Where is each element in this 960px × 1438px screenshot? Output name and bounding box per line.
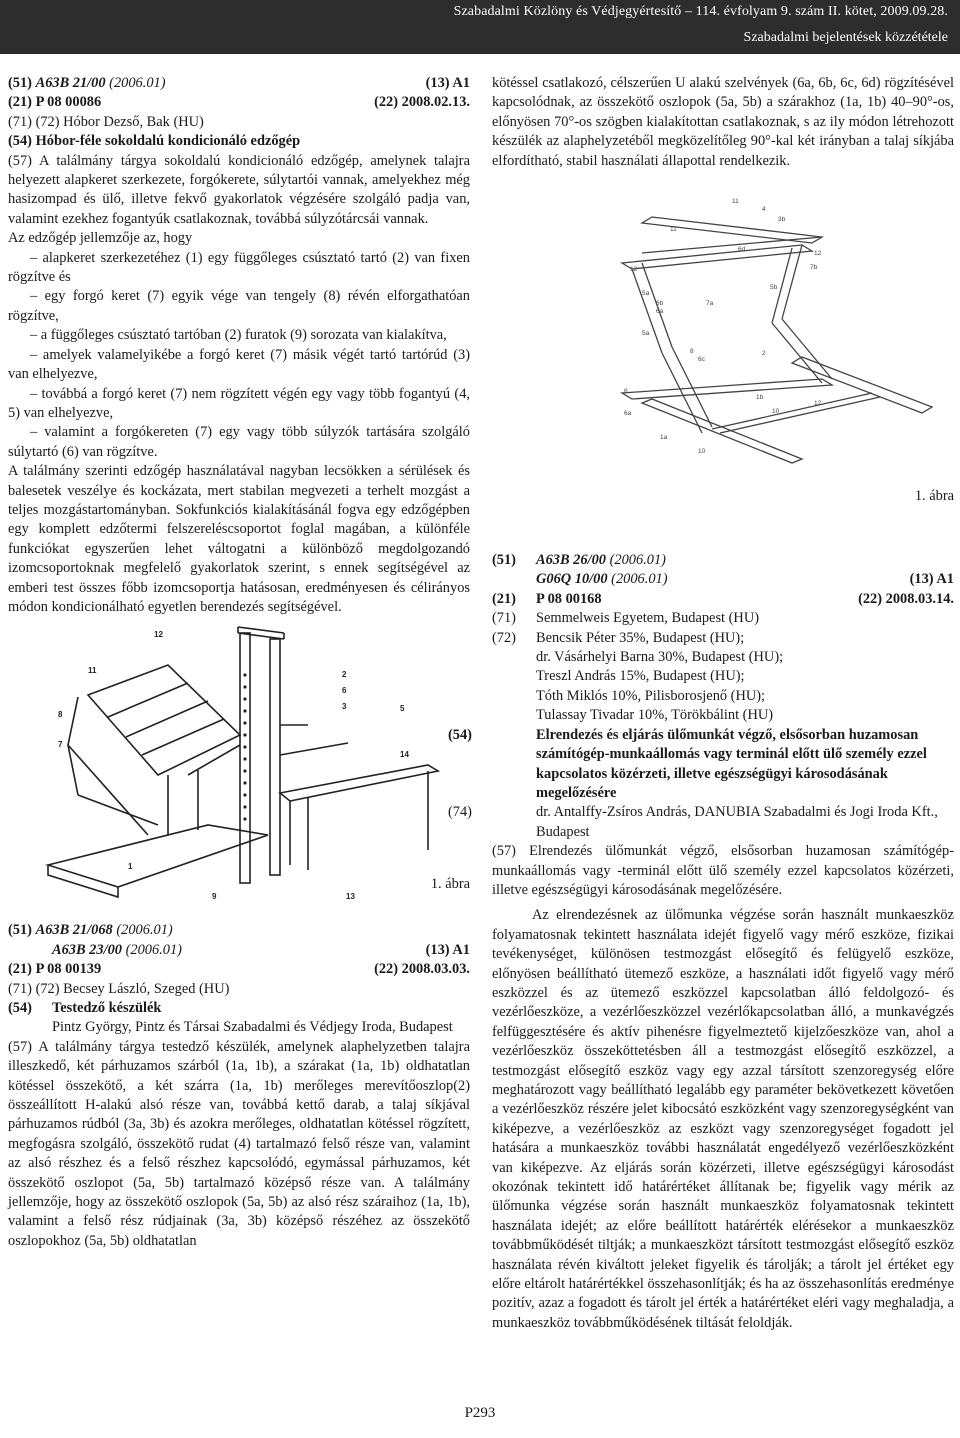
fig2-label-5a: 5a xyxy=(642,330,650,338)
entry1-figure xyxy=(8,625,470,917)
entry2-abstract: (57) A találmány tárgya testedző készülék, amelynek alaphelyzetben talajra illeszkedő, két párhuzamos szárból (1a, 1b), a szárakat (1a, 1b) oldhatatlan kötéssel összekötő, a két szárra (1a, 1b) merőleges merevítőoszlop(2) összeállított H-alakú alsó része van, továbbá kettő darab, a talaj síkjával párhuzamos rúdból (3a, 3b) és azokra merőleges, oldhatatlan kötéssel rögzített, megfogásra szolgáló, összekötő rudat (4) tartalmazó felső része van, valamint az alsó részhez és a felső részhez kapcsolódó, egymással párhuzamos, két összekötő oszlopot (5a, 5b) tartalmazó középső része van. A találmány jellemzője, hogy az összekötő oszlopok (5a, 5b) az alsó rész száraihoz (1a, 1b), valamint a felső rész rúdjainak (3a, 3b) középső részéhez az összekötő oszlopokhoz (5a, 5b) oldhatatlan xyxy=(8,1038,470,1249)
fig2-label-12c: 12 xyxy=(814,400,822,408)
entry3-code74: (74) xyxy=(448,804,472,821)
entry3-agent: dr. Antalffy-Zsíros András, DANUBIA Szabadalmi és Jogi Iroda Kft., Budapest xyxy=(536,804,938,840)
section-title: Szabadalmi bejelentések közzététele xyxy=(743,30,948,45)
entry2-code54: (54) xyxy=(8,1000,32,1016)
fig2-label-7a: 7a xyxy=(706,300,714,308)
entry3-code21: (21) xyxy=(492,590,516,607)
gym-machine-drawing xyxy=(8,625,470,917)
entry1-title: Hóbor-féle sokoldalú kondicionáló edzőgép xyxy=(35,133,301,150)
entry2-abstract-continued: kötéssel csatlakozó, célszerűen U alakú szelvények (6a, 6b, 6c, 6d) rögzítésével kapcsolódnak, az összekötő oszlopok (5a, 5b) a szárakhoz (1a, 1b) 40–90°-os, előnyösen 70°-os szögben kialakítottan csatlakoznak, s az ily módon létrehozott készülék az alaphelyzetéből megközelítőleg 90°-kal két irányban a talaj síkjába elfordítható, stabil használati állapottal rendelkezik. xyxy=(492,75,954,169)
entry3-ipc-row-1 xyxy=(492,551,954,570)
fig1-label-13: 13 xyxy=(346,892,355,902)
entry2-inventors: (71) (72) Becsey László, Szeged (HU) xyxy=(8,980,230,997)
fig2-label-1b: 1b xyxy=(756,394,764,402)
fig2-label-6a: 6a xyxy=(624,410,632,418)
entry1-code54: (54) xyxy=(8,133,32,150)
entry1-claim-2: – egy forgó keret (7) egyik vége van tengely (8) révén elforgathatóan rögzítve, xyxy=(8,288,470,324)
entry3-agent-row xyxy=(448,803,954,842)
fig1-label-7: 7 xyxy=(58,740,63,750)
entry3-body: Az elrendezésnek az ülőmunka végzése során használt munkaeszköz folyamatosnak tekintett használata idejét figyelő vagy mérő eszköze, fizikai tevékenységet, különösen testmozgást elősegítő és felügyelő eszköze, előnyösen beállítható ütemező eszköze, a használati időt figyelő vagy mérő eszközzel és az ütemező eszközzel kapcsolatban álló feldolgozó- és vezérlőeszköze, a vezérlőeszközzel vezérlőkapcsolatban álló, a munkavégzés felfüggesztésére és aktív pihenésre figyelmeztető kijelzőeszköze van, ahol a vezérlőeszköz összeköttetésben áll a testmozgást elősegítő eszközzel, a testmozgást elősegítő eszköz vagy egy azzal társított szenzoregység előre meghatározott vagy beállítható legalább egy paraméter bekövetkezett követően a vezérlőeszköz részére jelet kibocsátó eszközként vagy szenzoregységként van kiképezve, a vezérlőeszköz az eszközt vagy szenzoregységet fogadott jel hatására a munkaeszköz további használatát engedélyező vezérlőeszközként van kiképezve. Az eljárás során közérzeti, illetve egészségügyi károsodást okozónak tekintett idő határértéket állítanak be; figyelik vagy mérik az ülőmunka végzése során használt munkaeszköz folyamatosnak tekintett használata idejét; az előre beállított határérték elérésekor a munkaeszköz továbbműködését tiltják; a munkaeszközt társított testmozgást elősegítő eszköz használata révén kiváltott jeleket figyelik és tárolják; a tárolt jel értéket egy előre eltárolt határértékkel összehasonlítják; és ha az összehasonlítás eredménye pozitív, azaz a fogadott és tárolt jel érték a határértéket eléri vagy meghaladja, a munkaeszköz továbbműködésének tiltását feloldják. xyxy=(492,907,954,1331)
fig2-label-2: 2 xyxy=(762,350,766,358)
fig1-label-11: 11 xyxy=(88,666,97,676)
entry3-inventor-row-1 xyxy=(492,629,954,648)
entry1-ipc-row xyxy=(8,74,470,93)
entry3-appno: P 08 00168 xyxy=(536,590,602,607)
entry3-title-row xyxy=(448,726,954,804)
entry3-code54: (54) xyxy=(448,726,472,743)
entry3-ipc-1-date: (2006.01) xyxy=(609,552,666,569)
entry1-code21: (21) xyxy=(8,94,32,111)
entry2-title: Testedző készülék xyxy=(52,1000,162,1016)
entry2-appno: P 08 00139 xyxy=(35,961,102,978)
entry1-claim-1: – alapkeret szerkezetéhez (1) egy függőleges csúsztató tartó (2) van fixen rögzítve és xyxy=(8,249,470,286)
fig1-label-14: 14 xyxy=(400,750,409,760)
fig2-label-12b: 12 xyxy=(630,266,638,274)
entry1-figure-caption: 1. ábra xyxy=(430,876,470,893)
entry2-ipc-2-date: (2006.01) xyxy=(125,941,182,958)
entry3-inventor-5: Tulassay Tivadar 10%, Törökbálint (HU) xyxy=(536,707,774,724)
fig1-label-12: 12 xyxy=(154,630,163,640)
entry1-app-row xyxy=(8,93,470,112)
entry1-claim-5: – továbbá a forgó keret (7) nem rögzített végén egy vagy több fogantyú (4, 5) van elhelyezve, xyxy=(8,385,470,421)
entry3-ipc-1: A63B 26/00 xyxy=(536,552,606,569)
fig1-label-2: 2 xyxy=(342,670,347,680)
entry3-app-row xyxy=(492,590,954,609)
entry2-ipc-1: A63B 21/068 xyxy=(35,922,113,939)
fig2-label-6d: 6d xyxy=(738,246,746,254)
entry3-title: Elrendezés és eljárás ülőmunkát végző, elsősorban huzamosan számítógép-munkaállomás vagy terminál előtt ülő személy ezzel kapcsolatos közérzeti, illetve egészségügyi károsodásának megelőzésére xyxy=(536,726,927,801)
exercise-device-drawing xyxy=(492,193,954,493)
entry2-figure xyxy=(492,193,954,511)
entry3-code71: (71) xyxy=(492,610,516,627)
fig2-label-5a-top: 5a xyxy=(642,290,650,298)
entry1-claim-intro: Az edzőgép jellemzője az, hogy xyxy=(8,230,193,247)
entry2-code51: (51) xyxy=(8,922,32,939)
fig2-label-6c: 6c xyxy=(698,356,705,364)
entry1-inventors: (71) (72) Hóbor Dezső, Bak (HU) xyxy=(8,113,204,130)
entry1-ipc: A63B 21/00 xyxy=(35,75,106,91)
fig2-label-6b: 6b xyxy=(656,300,664,308)
entry3-abstract: (57) Elrendezés ülőmunkát végző, elsősorban huzamosan számítógép-munkaállomás vagy -terminál előtt ülő személy ezzel kapcsolatos közérzeti, illetve egészségügyi károsodásának megelőzésére. xyxy=(492,843,954,898)
entry1-claim-3: – a függőleges csúsztató tartóban (2) furatok (9) sorozata van kialakítva, xyxy=(30,327,447,344)
fig2-label-7b: 7b xyxy=(810,264,818,272)
entry3-inventor-2: dr. Vásárhelyi Barna 30%, Budapest (HU); xyxy=(536,649,784,666)
entry1-title-row xyxy=(8,132,470,151)
entry3-ipc-2: G06Q 10/00 xyxy=(536,571,608,588)
left-column xyxy=(8,74,470,1251)
entry3-applicant: Semmelweis Egyetem, Budapest (HU) xyxy=(536,610,760,627)
entry3-inventor-4: Tóth Miklós 10%, Pilisborosjenő (HU); xyxy=(536,687,766,704)
entry2-title-row xyxy=(8,999,470,1018)
fig2-label-10a: 10 xyxy=(698,448,706,456)
entry3-ipc-2-date: (2006.01) xyxy=(611,571,668,588)
entry2-agent: Pintz György, Pintz és Társai Szabadalmi és Védjegy Iroda, Budapest xyxy=(52,1019,453,1036)
entry2-kind: (13) A1 xyxy=(425,941,470,958)
entry3-code72: (72) xyxy=(492,629,516,646)
entry1-appno: P 08 00086 xyxy=(35,94,102,111)
fig2-label-8a: 8 xyxy=(690,348,694,356)
fig1-label-1: 1 xyxy=(128,862,133,872)
fig2-label-1a: 1a xyxy=(660,434,668,442)
entry1-filing: (22) 2008.02.13. xyxy=(374,94,470,111)
entry1-code51: (51) xyxy=(8,75,32,91)
fig1-label-6: 6 xyxy=(342,686,347,696)
entry1-kind: (13) A1 xyxy=(425,75,470,91)
entry3-inventor-3: Treszl András 15%, Budapest (HU); xyxy=(536,668,745,685)
entry2-ipc-1-date: (2006.01) xyxy=(116,922,173,939)
entry3-filing: (22) 2008.03.14. xyxy=(858,590,954,607)
entry2-agent-row xyxy=(8,1018,470,1037)
entry1-abstract: (57) A találmány tárgya sokoldalú kondicionáló edzőgép, amelynek talajra helyezett alapkeret szerkezete, forgókerete, súlytartói vannak, amelyekhez még hasizompad és ülő, illetve fekvő gyakorlatok végzésére szolgáló padja van, valamint ezekhez fogantyúk csatlakoznak, továbbá súlyzótárcsái vannak. xyxy=(8,152,470,227)
journal-header xyxy=(0,0,960,54)
entry2-ipc-row-1 xyxy=(8,921,470,940)
entry3-kind: (13) A1 xyxy=(909,571,954,588)
page-number: P293 xyxy=(464,1405,496,1421)
entry2-filing: (22) 2008.03.03. xyxy=(374,961,470,978)
fig2-label-10b: 10 xyxy=(772,408,780,416)
entry2-app-row xyxy=(8,960,470,979)
fig1-label-3: 3 xyxy=(342,702,347,712)
entry3-code51: (51) xyxy=(492,552,516,569)
fig2-label-5b: 5b xyxy=(770,284,778,292)
fig1-label-9: 9 xyxy=(212,892,217,902)
journal-title: Szabadalmi Közlöny és Védjegyértesítő – 114. évfolyam 9. szám II. kötet, 2009.09.28. xyxy=(453,4,948,19)
fig2-label-11b: 11 xyxy=(670,226,677,234)
entry3-inventor-1: Bencsik Péter 35%, Budapest (HU); xyxy=(536,629,745,646)
entry3-ipc-row-2 xyxy=(492,570,954,589)
fig1-label-8: 8 xyxy=(58,710,63,720)
entry1-advantage: A találmány szerinti edzőgép használatával nagyban lecsökken a sérülések és balesetek veszélye és kockázata, mert stabilan megvezeti a terhelt mozgást a teljes mozgástartományban. Sokfunkciós kialakításánál fogva egy edzőgépben egy komplett edzőtermi felszereléscsoportot foglal magában, a különféle funkciókat egyszerűen lehet váltogatni a különböző megdolgozandó izomcsoportoknak megfelelő gyakorlatok szerint, s ennek segítségével az emberi test összes főbb izomcsoportja hatásosan, eredményesen és célirányos módon kondicionálható egyetlen berendezés segítségével. xyxy=(8,463,470,615)
fig2-label-4: 4 xyxy=(762,206,766,214)
entry2-code74 xyxy=(8,1018,52,1037)
entry1-claim-6: – valamint a forgókereten (7) egy vagy több súlyzók tartására szolgáló súlytartó (6) van rögzítve. xyxy=(8,424,470,460)
entry2-ipc-2: A63B 23/00 xyxy=(52,941,122,958)
entry1-ipc-date: (2006.01) xyxy=(109,75,166,91)
entry3-applicant-row xyxy=(492,609,954,628)
entry1-claim-4: – amelyek valamelyikébe a forgó keret (7) másik végét tartó tartórúd (3) van elhelyezve, xyxy=(8,346,470,383)
fig2-label-12a: 12 xyxy=(814,250,822,258)
entry2-figure-caption: 1. ábra xyxy=(914,488,954,505)
entry2-code21: (21) xyxy=(8,961,32,978)
right-column xyxy=(448,74,954,1333)
fig2-label-8b: 8 xyxy=(624,388,628,396)
fig2-label-3b: 3b xyxy=(778,216,786,224)
fig2-label-11a: 11 xyxy=(732,198,739,206)
fig2-label-6a-top: 6a xyxy=(656,308,664,316)
fig1-label-5: 5 xyxy=(400,704,405,714)
entry2-ipc-row-2 xyxy=(8,941,470,960)
